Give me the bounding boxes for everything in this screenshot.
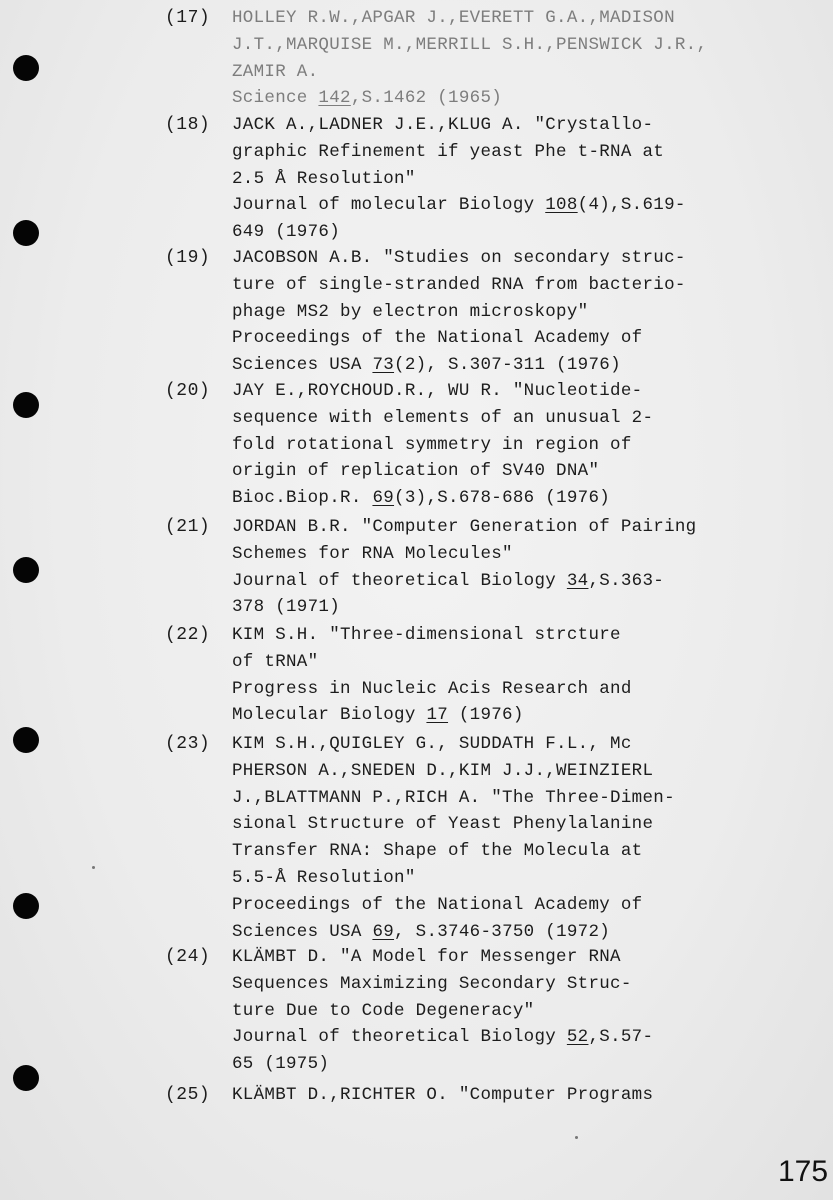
volume-number: 34 [566,570,589,591]
text-segment: JACK A.,LADNER J.E.,KLUG A. "Crystallo- [232,115,654,135]
text-segment: (3),S.678-686 (1976) [394,488,611,509]
paper-speck [92,866,95,869]
text-segment: (1976) [448,705,524,726]
punch-hole [13,55,39,81]
text-segment: ,S.57- [588,1027,654,1048]
text-segment: Transfer RNA: Shape of the Molecula at [232,841,643,862]
reference-line [232,59,722,86]
volume-number: 52 [566,1027,589,1048]
text-segment: PHERSON A.,SNEDEN D.,KIM J.J.,WEINZIERL [232,760,654,781]
reference-number: (22) [165,625,211,645]
text-segment: Bioc.Biop.R. [232,488,373,509]
text-segment: JORDAN B.R. "Computer Generation of Pairing [232,517,697,537]
punch-hole [13,557,39,583]
reference-line [232,1082,722,1109]
punch-hole [13,727,39,753]
reference-line [232,245,722,272]
reference-line [232,1024,722,1051]
text-segment: J.T.,MARQUISE M.,MERRILL S.H.,PENSWICK J.R., [232,34,708,55]
reference-line [232,811,722,838]
text-segment: of tRNA" [232,651,319,672]
text-segment: , S.3746-3750 (1972) [394,921,611,942]
punch-hole [13,893,39,919]
text-segment: HOLLEY R.W.,APGAR J.,EVERETT G.A.,MADISON [232,8,675,28]
reference-text [232,5,722,112]
text-segment: graphic Refinement if yeast Phe t-RNA at [232,141,665,162]
text-segment: Progress in Nucleic Acis Research and [232,678,632,699]
reference-line [232,325,722,352]
reference-line [232,432,722,459]
text-segment: Sciences USA [232,921,373,942]
volume-number: 73 [372,355,395,376]
text-segment: ,S.1462 (1965) [350,88,503,109]
reference-line [232,405,722,432]
reference-line [232,785,722,812]
reference-line [232,998,722,1025]
reference-number: (19) [165,248,211,268]
reference-line [232,485,722,512]
reference-line [232,32,722,59]
volume-number: 142 [318,88,351,109]
text-segment: ture Due to Code Degeneracy" [232,1000,535,1021]
text-segment: Sciences USA [232,355,373,376]
reference-line [232,649,722,676]
text-segment: KLÄMBT D. "A Model for Messenger RNA [232,947,621,967]
reference-line [232,272,722,299]
reference-line [232,352,722,379]
reference-number: (24) [165,947,211,967]
reference-line [232,838,722,865]
text-segment: JAY E.,ROYCHOUD.R., WU R. "Nucleotide- [232,381,643,401]
reference-line [232,112,722,139]
text-segment: J.,BLATTMANN P.,RICH A. "The Three-Dimen- [232,787,675,808]
reference-line [232,1051,722,1078]
reference-line [232,865,722,892]
text-segment: JACOBSON A.B. "Studies on secondary struc- [232,248,686,268]
reference-line [232,676,722,703]
text-segment: Journal of theoretical Biology [232,1027,567,1048]
text-segment: 2.5 Å Resolution" [232,168,416,189]
text-segment: 65 (1975) [232,1054,330,1075]
reference-text [232,731,722,945]
reference-text [232,622,722,729]
reference-text [232,514,722,621]
text-segment: Sequences Maximizing Secondary Struc- [232,973,632,994]
text-segment: ZAMIR A. [232,61,319,82]
reference-line [232,139,722,166]
reference-text [232,1082,722,1109]
reference-line [232,299,722,326]
reference-line [232,971,722,998]
text-segment: Journal of molecular Biology [232,195,546,216]
reference-text [232,944,722,1078]
reference-line [232,702,722,729]
punch-hole [13,392,39,418]
punch-hole [13,220,39,246]
text-segment: KIM S.H.,QUIGLEY G., SUDDATH F.L., Mc [232,734,632,754]
text-segment: KIM S.H. "Three-dimensional strcture [232,625,621,645]
text-segment: sequence with elements of an unusual 2- [232,407,654,428]
reference-line [232,892,722,919]
reference-number: (20) [165,381,211,401]
text-segment: sional Structure of Yeast Phenylalanine [232,814,654,835]
text-segment: ture of single-stranded RNA from bacterio- [232,274,686,295]
reference-text [232,245,722,379]
text-segment: origin of replication of SV40 DNA" [232,461,600,482]
text-segment: ,S.363- [588,570,665,591]
reference-line [232,166,722,193]
reference-line [232,219,722,246]
text-segment: Proceedings of the National Academy of [232,328,643,349]
text-segment: fold rotational symmetry in region of [232,434,632,455]
reference-line [232,758,722,785]
reference-number: (21) [165,517,211,537]
text-segment: Science [232,88,319,109]
text-segment: 5.5-Å Resolution" [232,867,416,888]
reference-line [232,944,722,971]
reference-line [232,85,722,112]
reference-text [232,378,722,512]
reference-line [232,622,722,649]
volume-number: 17 [426,705,449,726]
volume-number: 108 [545,195,578,216]
reference-number: (17) [165,8,211,28]
punch-hole [13,1065,39,1091]
reference-number: (23) [165,734,211,754]
volume-number: 69 [372,488,395,509]
text-segment: 378 (1971) [232,597,341,618]
reference-line [232,919,722,946]
text-segment: Journal of theoretical Biology [232,570,567,591]
reference-line [232,568,722,595]
reference-line [232,731,722,758]
reference-line [232,5,722,32]
reference-line [232,458,722,485]
reference-line [232,541,722,568]
paper-speck [575,1136,578,1139]
reference-text [232,112,722,246]
reference-number: (25) [165,1085,211,1105]
reference-line [232,192,722,219]
page-number: 175 [778,1155,829,1188]
text-segment: 649 (1976) [232,222,341,243]
reference-line [232,514,722,541]
text-segment: Schemes for RNA Molecules" [232,543,513,564]
text-segment: phage MS2 by electron microskopy" [232,301,589,322]
text-segment: KLÄMBT D.,RICHTER O. "Computer Programs [232,1085,654,1105]
reference-number: (18) [165,115,211,135]
reference-line [232,378,722,405]
reference-line [232,594,722,621]
volume-number: 69 [372,921,395,942]
text-segment: Molecular Biology [232,705,427,726]
text-segment: Proceedings of the National Academy of [232,894,643,915]
text-segment: (2), S.307-311 (1976) [394,355,621,376]
text-segment: (4),S.619- [577,195,686,216]
